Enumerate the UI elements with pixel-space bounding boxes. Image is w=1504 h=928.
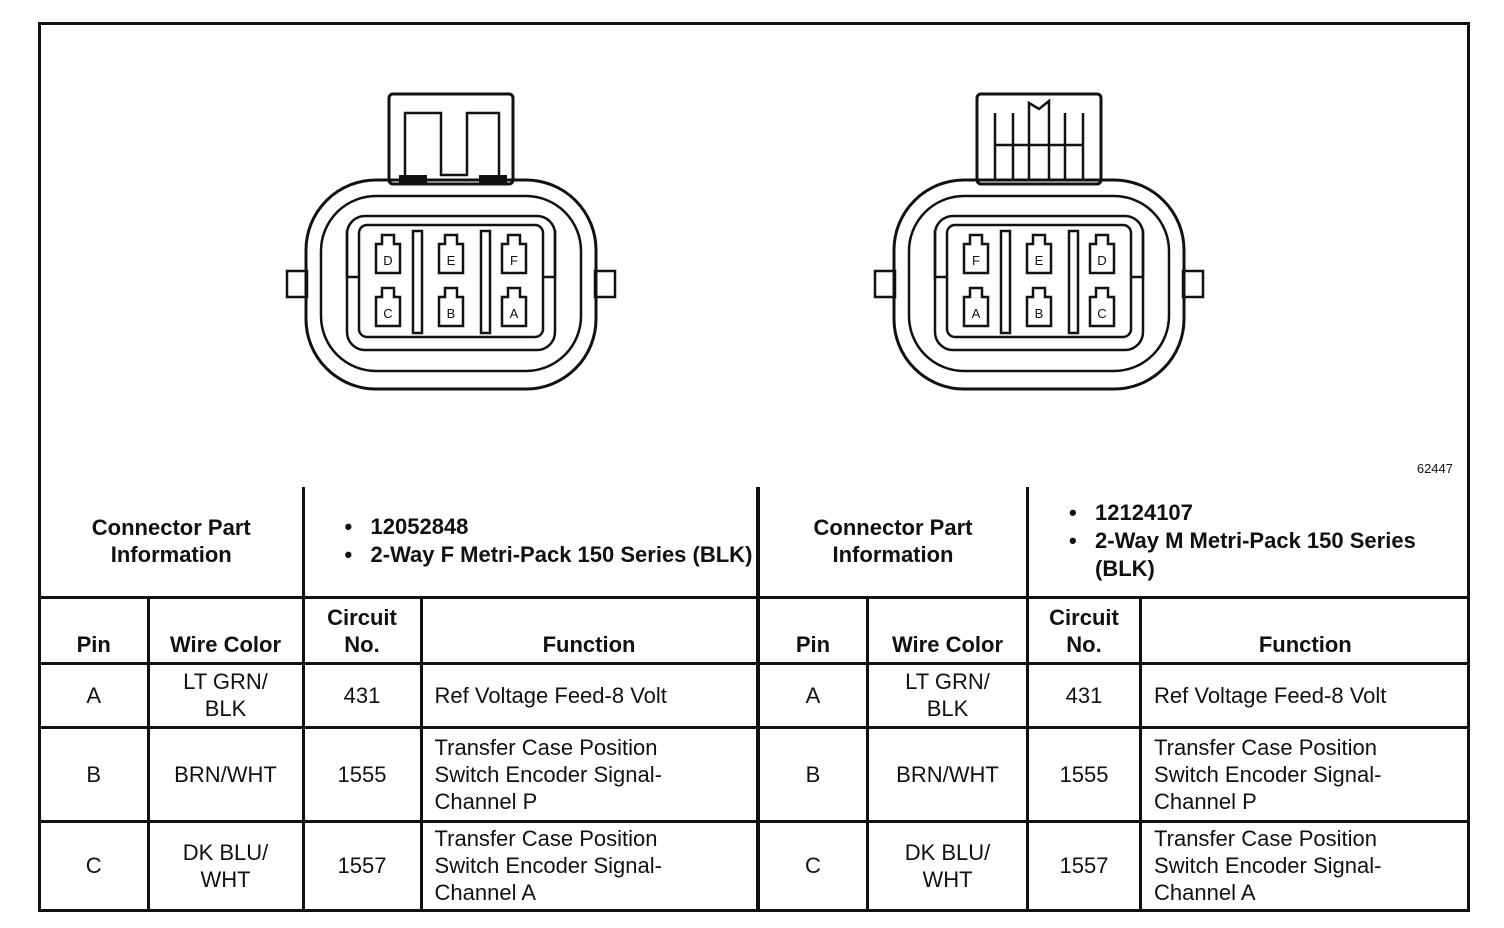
wire-color-cell: DK BLU/ WHT: [868, 821, 1028, 909]
col-head-function: Function: [421, 597, 757, 663]
function-cell: Transfer Case Position Switch Encoder Signal-Channel P: [1141, 727, 1469, 821]
circuit-cell: 431: [303, 663, 421, 727]
separator-bar: [413, 231, 422, 333]
function-cell: Transfer Case Position Switch Encoder Signal-Channel A: [421, 821, 757, 909]
pin-letter: E: [1034, 253, 1044, 268]
wire-color-cell: DK BLU/ WHT: [148, 821, 303, 909]
col-head-wire-color: Wire Color: [868, 597, 1028, 663]
connector-series: • 2-Way F Metri-Pack 150 Series (BLK): [345, 541, 756, 569]
pin-letter: A: [509, 306, 519, 321]
pin-letter: C: [1097, 306, 1107, 321]
pin-cavity: [964, 235, 988, 273]
circuit-cell: 1557: [1028, 821, 1141, 909]
pin-cavity: [439, 288, 463, 326]
side-nub: [1183, 271, 1203, 297]
function-cell: Transfer Case Position Switch Encoder Signal-Channel P: [421, 727, 757, 821]
part-number: • 12052848: [345, 513, 756, 541]
table-row: [759, 663, 1469, 727]
connector-drawing-area: [41, 25, 1467, 487]
connector-part-info-label: Connector Part Information: [759, 487, 1028, 597]
connector-series: • 2-Way M Metri-Pack 150 Series (BLK): [1069, 527, 1469, 583]
wire-color-cell: BRN/WHT: [868, 727, 1028, 821]
table-row: [41, 727, 757, 821]
col-head-pin: Pin: [759, 597, 868, 663]
pin-letter: C: [383, 306, 393, 321]
pin-cell: B: [41, 727, 148, 821]
col-head-function: Function: [1141, 597, 1469, 663]
pin-cavity: [376, 288, 400, 326]
figure-number: 62447: [1416, 461, 1453, 476]
function-cell: Ref Voltage Feed-8 Volt: [421, 663, 757, 727]
side-nub: [595, 271, 615, 297]
circuit-cell: 1555: [303, 727, 421, 821]
left-connector-table: [41, 487, 759, 909]
pin-letter: F: [510, 253, 518, 268]
table-row: [41, 663, 757, 727]
circuit-cell: 1557: [303, 821, 421, 909]
pin-cavity: [502, 235, 526, 273]
pin-cell: C: [41, 821, 148, 909]
pin-cavity: [502, 288, 526, 326]
pin-cavity: [1027, 288, 1051, 326]
circuit-cell: 431: [1028, 663, 1141, 727]
connector-illustrations: [41, 25, 1467, 487]
function-cell: Ref Voltage Feed-8 Volt: [1141, 663, 1469, 727]
pin-letter: D: [383, 253, 393, 268]
connector-part-info-label: Connector Part Information: [41, 487, 303, 597]
pin-cavity: [1027, 235, 1051, 273]
key-notch: [935, 230, 947, 277]
left-connector-view: [287, 94, 615, 389]
table-row: [759, 821, 1469, 909]
pin-letter: A: [971, 306, 981, 321]
table-row: [759, 727, 1469, 821]
latch-detail: [1029, 101, 1049, 181]
pin-cell: A: [759, 663, 868, 727]
latch-detail: [995, 113, 1083, 181]
connector-part-info: [303, 487, 757, 597]
pin-letter: E: [446, 253, 456, 268]
col-head-circuit: Circuit No.: [1028, 597, 1141, 663]
side-nub: [287, 271, 307, 297]
separator-bar: [1069, 231, 1078, 333]
latch-detail: [405, 113, 499, 185]
connector-body-outer: [306, 180, 596, 389]
connector-part-info: [1028, 487, 1469, 597]
part-number: • 12124107: [1069, 499, 1469, 527]
wire-color-cell: BRN/WHT: [148, 727, 303, 821]
pin-cavity: [964, 288, 988, 326]
pin-letter: B: [1034, 306, 1044, 321]
pin-cell: B: [759, 727, 868, 821]
table-row: [41, 821, 757, 909]
right-connector-view: [875, 94, 1203, 389]
key-notch: [347, 230, 359, 277]
pin-cavity: [1090, 288, 1114, 326]
separator-bar: [481, 231, 490, 333]
diagram-frame: [38, 22, 1470, 912]
pin-letter: D: [1097, 253, 1107, 268]
key-notch: [1131, 230, 1143, 277]
pin-cavity: [439, 235, 463, 273]
pin-letter: B: [446, 306, 456, 321]
wire-color-cell: LT GRN/ BLK: [148, 663, 303, 727]
side-nub: [875, 271, 895, 297]
wire-color-cell: LT GRN/ BLK: [868, 663, 1028, 727]
locking-tab: [389, 94, 513, 184]
col-head-wire-color: Wire Color: [148, 597, 303, 663]
separator-bar: [1001, 231, 1010, 333]
connector-body-outer: [894, 180, 1184, 389]
pin-cell: A: [41, 663, 148, 727]
pin-cavity: [1090, 235, 1114, 273]
pin-letter: F: [972, 253, 980, 268]
col-head-pin: Pin: [41, 597, 148, 663]
function-cell: Transfer Case Position Switch Encoder Signal-Channel A: [1141, 821, 1469, 909]
pin-cell: C: [759, 821, 868, 909]
circuit-cell: 1555: [1028, 727, 1141, 821]
pin-cavity: [376, 235, 400, 273]
key-notch: [543, 230, 555, 277]
col-head-circuit: Circuit No.: [303, 597, 421, 663]
right-connector-table: [757, 487, 1469, 909]
